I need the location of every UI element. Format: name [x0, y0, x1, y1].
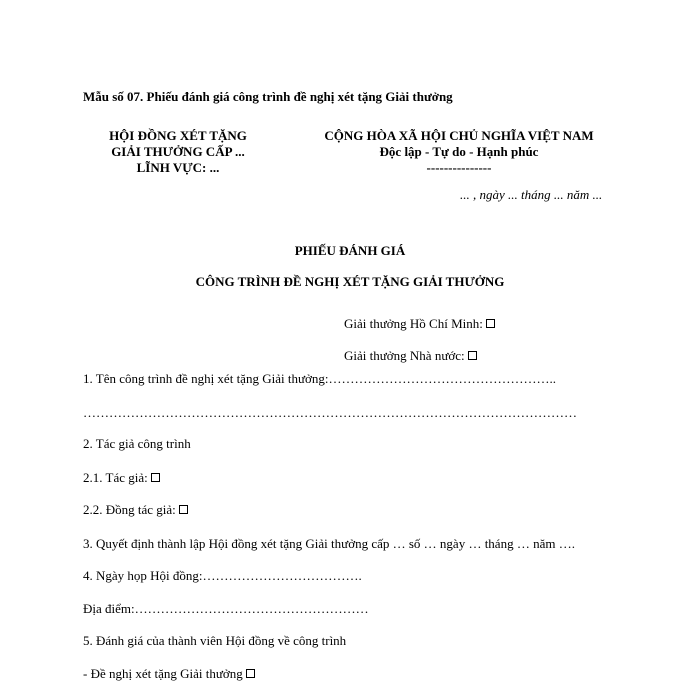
award-option-ho-chi-minh	[344, 316, 495, 332]
national-motto-line-2: Độc lập - Tự do - Hạnh phúc	[379, 144, 539, 159]
item-3-decision: 3. Quyết định thành lập Hội đồng xét tặng Giải thưởng cấp … số … ngày … tháng … năm ….	[83, 536, 575, 551]
item-2-1-author	[83, 470, 160, 486]
item-4-meeting-date: 4. Ngày họp Hội đồng:……………………………….	[83, 568, 362, 583]
council-line-3: LĨNH VỰC: ...	[136, 160, 220, 175]
item-1-work-name: 1. Tên công trình đề nghị xét tặng Giải thưởng:……………………………………………..	[83, 371, 556, 386]
meeting-location: Địa điểm:………………………………………………	[83, 601, 369, 616]
council-header	[80, 128, 276, 176]
form-code: Mẫu số 07. Phiếu đánh giá công trình đề nghị xét tặng Giải thưởng	[83, 89, 453, 104]
item-2-1-label: 2.1. Tác giả:	[83, 470, 148, 485]
national-motto-line-1: CỘNG HÒA XÃ HỘI CHỦ NGHĨA VIỆT NAM	[324, 128, 594, 143]
national-divider: ---------------	[426, 160, 492, 175]
item-2-2-label: 2.2. Đồng tác giả:	[83, 502, 176, 517]
form-subtitle: CÔNG TRÌNH ĐỀ NGHỊ XÉT TẶNG GIẢI THƯỞNG	[195, 274, 505, 289]
item-5-evaluation: 5. Đánh giá của thành viên Hội đồng về công trình	[83, 633, 347, 648]
co-author-checkbox[interactable]	[179, 505, 188, 514]
award-option-nha-nuoc-label: Giải thưởng Nhà nước:	[344, 348, 465, 363]
item-2-2-co-author	[83, 502, 188, 518]
recommend-award	[83, 666, 255, 682]
form-title: PHIẾU ĐÁNH GIÁ	[294, 243, 406, 258]
date-line: ... , ngày ... tháng ... năm ...	[460, 187, 603, 202]
award-option-ho-chi-minh-label: Giải thưởng Hồ Chí Minh:	[344, 316, 483, 331]
item-1-continuation: ……………………………………………………………………………………………………	[83, 405, 577, 420]
author-checkbox[interactable]	[151, 473, 160, 482]
council-line-1: HỘI ĐỒNG XÉT TẶNG	[109, 128, 247, 143]
item-2-authors: 2. Tác giả công trình	[83, 436, 191, 451]
council-line-2: GIẢI THƯỞNG CẤP ...	[111, 144, 245, 159]
national-header	[290, 128, 628, 176]
award-option-nha-nuoc	[344, 348, 477, 364]
recommend-award-label: - Đề nghị xét tặng Giải thưởng	[83, 666, 243, 681]
recommend-award-checkbox[interactable]	[246, 669, 255, 678]
award-nha-nuoc-checkbox[interactable]	[468, 351, 477, 360]
award-ho-chi-minh-checkbox[interactable]	[486, 319, 495, 328]
